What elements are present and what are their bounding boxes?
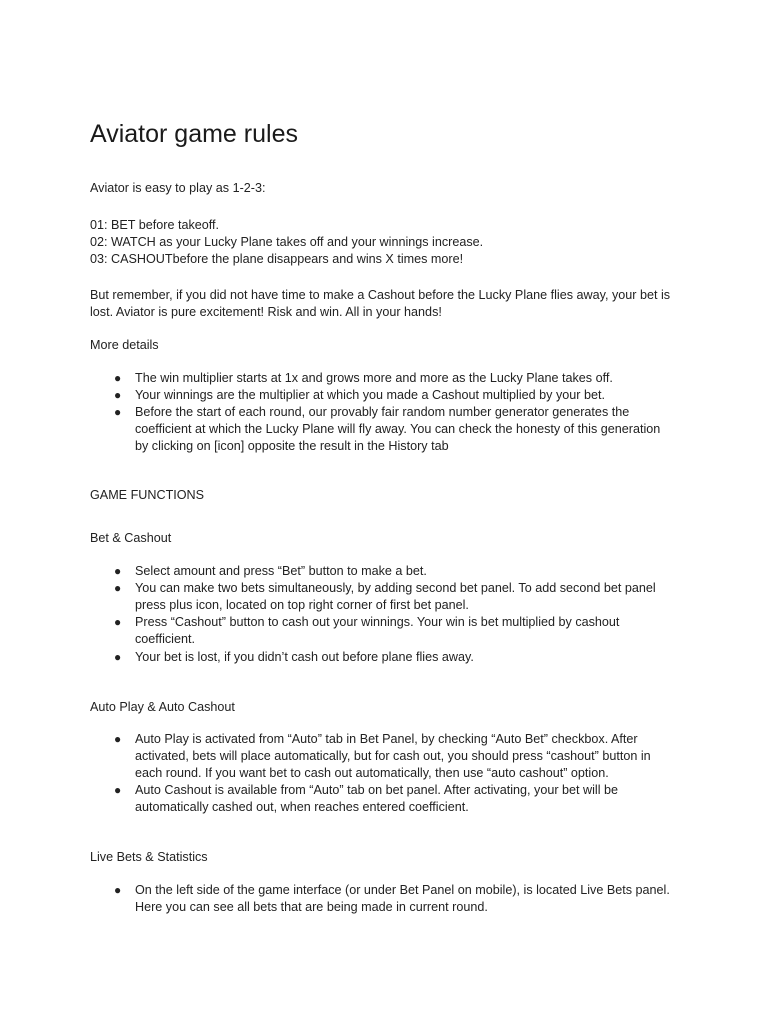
step-3: 03: CASHOUTbefore the plane disappears and wins X times more!	[90, 252, 464, 266]
list-item: Auto Cashout is available from “Auto” tab on bet panel. After activating, your bet will be automatically cashed out, when reaches entered coefficient.	[135, 783, 619, 814]
intro-text: Aviator is easy to play as 1-2-3:	[90, 181, 266, 195]
bullet-marker: ●	[114, 564, 122, 578]
game-functions-heading: GAME FUNCTIONS	[90, 488, 205, 502]
bullet-marker: ●	[114, 883, 122, 897]
bullet-marker: ●	[114, 783, 122, 797]
list-item: The win multiplier starts at 1x and grows more and more as the Lucky Plane takes off.	[135, 371, 613, 385]
page-title: Aviator game rules	[90, 120, 298, 148]
list-item: Your bet is lost, if you didn’t cash out before plane flies away.	[135, 650, 474, 664]
step-1: 01: BET before takeoff.	[90, 218, 220, 232]
step-2: 02: WATCH as your Lucky Plane takes off and your winnings increase.	[90, 235, 484, 249]
list-item: Before the start of each round, our provably fair random number generator generates the coefficient at which the Lucky Plane will fly away. You can check the honesty of this generation by clicking on [icon] opposite the result in the History tab	[135, 405, 661, 453]
live-bets-heading: Live Bets & Statistics	[90, 850, 208, 864]
auto-play-heading: Auto Play & Auto Cashout	[90, 700, 235, 714]
remember-line-1: But remember, if you did not have time to make a Cashout before the Lucky Plane flies away, your bet is	[90, 288, 671, 302]
bet-cashout-heading: Bet & Cashout	[90, 531, 172, 545]
bullet-marker: ●	[114, 388, 122, 402]
more-details-heading: More details	[90, 338, 159, 352]
list-item: Auto Play is activated from “Auto” tab in Bet Panel, by checking “Auto Bet” checkbox. After activated, bets will place automatically, but for cash out, you should press “cashout” button in each round. If you want bet to cash out automatically, then use “auto cashout” option.	[135, 732, 651, 780]
bullet-marker: ●	[114, 371, 122, 385]
bullet-marker: ●	[114, 405, 122, 419]
bullet-marker: ●	[114, 581, 122, 595]
list-item: Press “Cashout” button to cash out your winnings. Your win is bet multiplied by cashout coefficient.	[135, 615, 620, 646]
remember-line-2: lost. Aviator is pure excitement! Risk and win. All in your hands!	[90, 305, 442, 319]
bullet-marker: ●	[114, 732, 122, 746]
bullet-marker: ●	[114, 650, 122, 664]
list-item: On the left side of the game interface (or under Bet Panel on mobile), is located Live Bets panel. Here you can see all bets that are being made in current round.	[135, 883, 670, 914]
bullet-marker: ●	[114, 615, 122, 629]
list-item: You can make two bets simultaneously, by adding second bet panel. To add second bet panel press plus icon, located on top right corner of first bet panel.	[135, 581, 656, 612]
list-item: Select amount and press “Bet” button to make a bet.	[135, 564, 427, 578]
list-item: Your winnings are the multiplier at which you made a Cashout multiplied by your bet.	[135, 388, 605, 402]
